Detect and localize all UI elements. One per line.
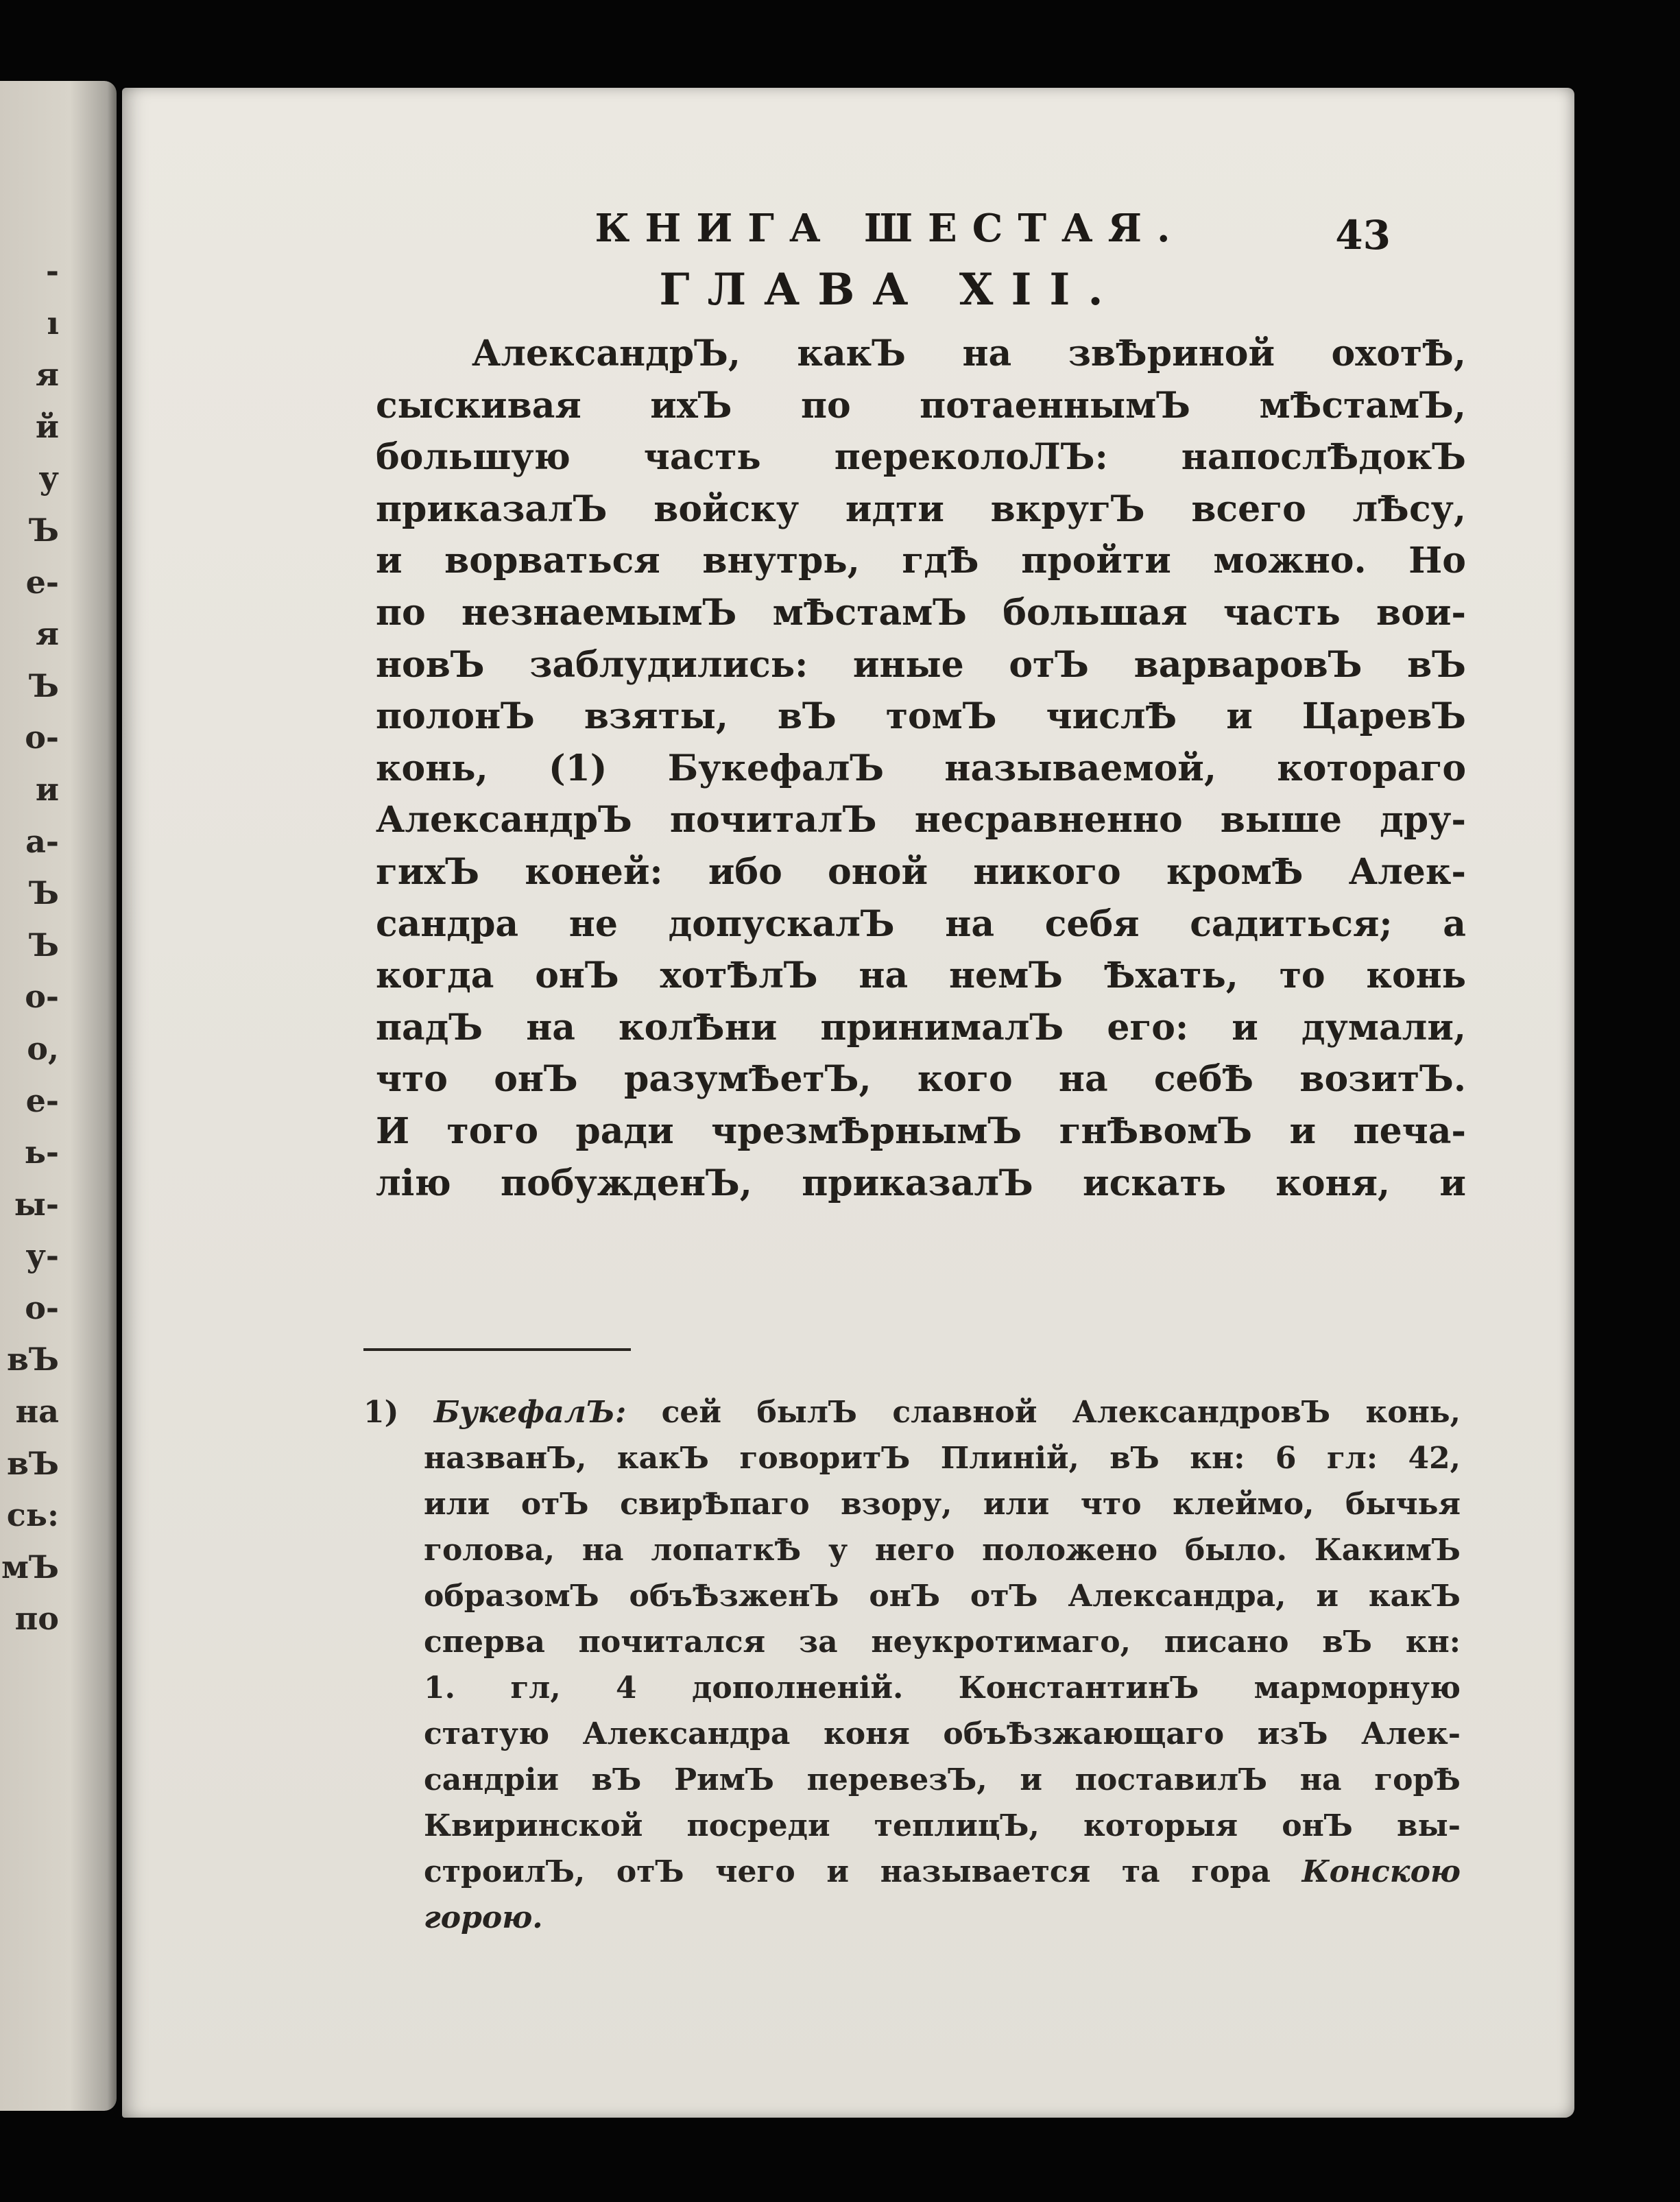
left-fragment: Ъ <box>28 511 59 549</box>
body-line: сыскивая ихЪ по потаеннымЪ мѢстамЪ, <box>376 384 1466 427</box>
footnote-line: 1. гл, 4 дополненій. КонстантинЪ марморную <box>424 1671 1461 1706</box>
left-fragment: ь- <box>24 1134 59 1171</box>
left-fragment: на <box>15 1393 59 1431</box>
footnote-line-with-italic <box>363 1849 1461 1895</box>
footnote-line: образомЪ объѢзженЪ онЪ отЪ Александра, и какЪ <box>424 1579 1461 1614</box>
body-line: конь, (1) БукефалЪ называемой, котораго <box>376 747 1466 789</box>
left-fragment: ı <box>47 304 59 342</box>
page-number: 43 <box>1335 212 1391 259</box>
previous-page-line-endings <box>0 246 62 1645</box>
footnote-line: или отЪ свирѢпаго взору, или что клеймо, бычья <box>424 1487 1461 1522</box>
body-line: приказалЪ войску идти вкругЪ всего лѢсу, <box>376 488 1466 530</box>
footnote-italic-word: горою. <box>424 1900 543 1935</box>
body-line: новЪ заблудились: иные отЪ варваровЪ вЪ <box>376 643 1466 686</box>
left-fragment: я <box>36 356 59 394</box>
body-line: что онЪ разумѢетЪ, кого на себѢ возитЪ. <box>376 1058 1466 1101</box>
left-fragment: Ъ <box>28 874 59 912</box>
left-fragment: о- <box>25 1289 59 1326</box>
left-fragment: и <box>35 770 59 808</box>
body-line: полонЪ взяты, вЪ томЪ числѢ и ЦаревЪ <box>376 695 1466 738</box>
body-line: АлександрЪ, какЪ на звѢриной охотѢ, <box>472 333 1466 374</box>
footnote <box>363 1389 1461 1941</box>
left-fragment: я <box>36 615 59 653</box>
left-fragment: вЪ <box>7 1341 59 1378</box>
left-fragment: о, <box>27 1029 59 1067</box>
left-fragment: а- <box>25 822 59 860</box>
footnote-divider <box>363 1348 631 1351</box>
left-fragment: вЪ <box>7 1444 59 1482</box>
left-fragment: по <box>14 1600 59 1638</box>
footnote-marker: 1) <box>363 1395 399 1430</box>
left-fragment: мЪ <box>1 1548 59 1585</box>
body-line: падЪ на колѢни принималЪ его: и думали, <box>376 1006 1466 1049</box>
left-fragment: й <box>35 407 59 445</box>
running-head: КНИГА ШЕСТАЯ. <box>595 206 1186 251</box>
left-fragment: у- <box>25 1237 59 1275</box>
footnote-line: голова, на лопаткѢ у него положено было. КакимЪ <box>424 1533 1461 1568</box>
body-line: по незнаемымЪ мѢстамЪ большая часть вои- <box>376 591 1466 634</box>
body-line: лію побужденЪ, приказалЪ искать коня, и <box>376 1162 1466 1204</box>
left-fragment: е- <box>25 1081 59 1119</box>
footnote-line: сандріи вЪ РимЪ перевезЪ, и поставилЪ на горѢ <box>424 1762 1461 1797</box>
book-page <box>122 88 1574 2118</box>
body-line: большую часть переколоЛЪ: напослѢдокЪ <box>376 436 1466 479</box>
body-line: сандра не допускалЪ на себя садиться; а <box>376 902 1466 945</box>
body-line: гихЪ коней: ибо оной никого кромѢ Алек- <box>376 850 1466 893</box>
footnote-first-line <box>363 1389 1461 1435</box>
left-fragment: о- <box>25 719 59 756</box>
left-fragment: ы- <box>14 1185 59 1223</box>
left-fragment: у <box>38 459 59 497</box>
footnote-first-line-text: сей былЪ славной АлександровЪ конь, <box>661 1395 1461 1430</box>
left-fragment: Ъ <box>28 667 59 704</box>
footnote-line: названЪ, какЪ говоритЪ Плиній, вЪ кн: 6 гл: 42, <box>424 1441 1461 1476</box>
footnote-line: Квиринской посреди теплицЪ, которыя онЪ вы- <box>424 1808 1461 1843</box>
left-fragment: Ъ <box>28 926 59 964</box>
footnote-line-text: строилЪ, отЪ чего и называется та гора <box>424 1854 1271 1889</box>
footnote-italic-phrase: Конскою <box>1301 1854 1461 1889</box>
footnote-line: сперва почитался за неукротимаго, писано вЪ кн: <box>424 1625 1461 1660</box>
left-fragment: о- <box>25 978 59 1016</box>
body-line: И того ради чрезмѢрнымЪ гнѢвомЪ и печа- <box>376 1110 1466 1152</box>
footnote-line: статую Александра коня объѢзжающаго изЪ Алек- <box>424 1716 1461 1751</box>
footnote-final-line <box>363 1895 1461 1941</box>
left-fragment: е- <box>25 563 59 601</box>
chapter-heading: ГЛАВА XII. <box>659 264 1121 315</box>
left-fragment: - <box>45 252 59 289</box>
body-line: и ворваться внутрь, гдѢ пройти можно. Но <box>376 540 1466 582</box>
body-text <box>376 328 1466 1209</box>
left-fragment: сь: <box>6 1496 59 1534</box>
body-line: когда онЪ хотѢлЪ на немЪ Ѣхать, то конь <box>376 955 1466 997</box>
body-line: АлександрЪ почиталЪ несравненно выше дру- <box>376 799 1466 841</box>
footnote-term: БукефалЪ: <box>433 1395 627 1430</box>
